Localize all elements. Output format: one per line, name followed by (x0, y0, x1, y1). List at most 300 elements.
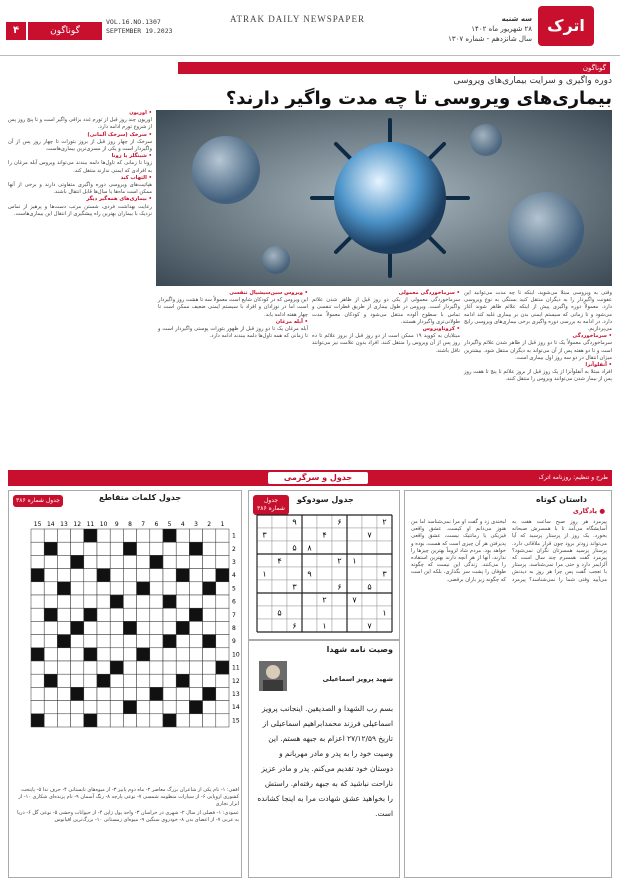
crossword-cell[interactable] (71, 674, 84, 687)
crossword-cell[interactable] (57, 542, 70, 555)
crossword-cell[interactable] (110, 621, 123, 634)
crossword-cell[interactable] (57, 529, 70, 542)
crossword-cell[interactable] (216, 582, 229, 595)
crossword-cell[interactable] (203, 674, 216, 687)
sudoku-cell[interactable] (317, 541, 332, 554)
crossword-cell[interactable] (110, 674, 123, 687)
crossword-cell[interactable] (150, 595, 163, 608)
sudoku-cell[interactable] (272, 567, 287, 580)
crossword-cell[interactable] (203, 661, 216, 674)
crossword-cell[interactable] (203, 542, 216, 555)
sudoku-cell[interactable] (362, 593, 377, 606)
sudoku-cell[interactable] (302, 554, 317, 567)
crossword-cell[interactable] (44, 687, 57, 700)
crossword-cell[interactable] (203, 621, 216, 634)
crossword-cell[interactable] (176, 714, 189, 727)
sudoku-grid[interactable] (257, 515, 393, 635)
crossword-cell[interactable] (203, 555, 216, 568)
sudoku-cell[interactable] (377, 528, 392, 541)
crossword-cell[interactable] (176, 542, 189, 555)
crossword-cell[interactable] (31, 555, 44, 568)
sudoku-cell[interactable] (377, 593, 392, 606)
sudoku-cell[interactable] (302, 606, 317, 619)
crossword-cell[interactable] (150, 608, 163, 621)
crossword-cell[interactable] (110, 542, 123, 555)
paper-name: ATRAK DAILY NEWSPAPER (230, 14, 365, 24)
black-cell (57, 582, 70, 595)
crossword-cell[interactable] (110, 648, 123, 661)
crossword-cell[interactable] (71, 661, 84, 674)
sudoku-cell[interactable] (317, 606, 332, 619)
crossword-cell[interactable] (163, 582, 176, 595)
crossword-cell[interactable] (216, 635, 229, 648)
crossword-cell[interactable] (44, 529, 57, 542)
crossword-cell[interactable] (203, 648, 216, 661)
crossword-cell[interactable] (31, 701, 44, 714)
sudoku-cell[interactable] (287, 554, 302, 567)
crossword-cell[interactable] (123, 582, 136, 595)
crossword-cell[interactable] (123, 661, 136, 674)
crossword-cell[interactable] (44, 635, 57, 648)
sudoku-given: ۴ (277, 556, 282, 566)
column-number: 6 (154, 521, 159, 528)
sudoku-cell[interactable] (257, 593, 272, 606)
crossword-cell[interactable] (216, 608, 229, 621)
crossword-cell[interactable] (189, 569, 202, 582)
sudoku-cell[interactable] (287, 606, 302, 619)
crossword-cell[interactable] (163, 701, 176, 714)
crossword-cell[interactable] (203, 701, 216, 714)
crossword-cell[interactable] (71, 569, 84, 582)
sudoku-cell[interactable] (257, 580, 272, 593)
crossword-cell[interactable] (203, 714, 216, 727)
column-number: 8 (128, 521, 132, 528)
sudoku-cell[interactable] (332, 606, 347, 619)
paragraph: افراد مبتلا به آنفلوآنزا از یک روز قبل از بروز علائم تا پنج تا هفت روز پس از بیمار شدن می‌توانند ویروس را منتقل کنند. (464, 369, 612, 383)
paragraph: سرماخوردگی معمولی از یکی دو روز قبل از ظاهر شدن علائم واگیردار است. ویروس در طول بیماری از طریق قطرات تنفسی و تماس با سطوح آلوده منتقل می‌شود و کودکان معمولاً مدت طولانی‌تری واگیردار هستند. (312, 297, 460, 325)
crossword-cell[interactable] (123, 635, 136, 648)
crossword-cell[interactable] (189, 595, 202, 608)
crossword-cell[interactable] (150, 648, 163, 661)
black-cell (176, 621, 189, 634)
sudoku-cell[interactable] (362, 554, 377, 567)
column-number: 13 (60, 521, 68, 528)
crossword-cell[interactable] (71, 542, 84, 555)
crossword-cell[interactable] (110, 608, 123, 621)
crossword-cell[interactable] (163, 674, 176, 687)
clues-vertical: عمودی: ۱- فصلی از سال ۲- شهری در خراسان ۳- واحد پول ژاپن ۴- از حیوانات وحشی ۵- نوعی گل ۶- دریا به عربی ۷- از اعضای بدن ۸- خودروی سنگین ۹- میوه‌ای زمستانی ۱۰- بزرگ‌ترین اقیانوس (17, 810, 239, 824)
sudoku-cell[interactable] (287, 593, 302, 606)
crossword-cell[interactable] (203, 529, 216, 542)
crossword-cell[interactable] (176, 687, 189, 700)
crossword-cell[interactable] (150, 661, 163, 674)
crossword-cell[interactable] (176, 635, 189, 648)
sudoku-given: ۵ (367, 582, 372, 592)
crossword-cell[interactable] (57, 621, 70, 634)
crossword-cell[interactable] (57, 555, 70, 568)
sudoku-cell[interactable] (362, 515, 377, 528)
crossword-cell[interactable] (97, 635, 110, 648)
crossword-cell[interactable] (71, 701, 84, 714)
sudoku-cell[interactable] (272, 528, 287, 541)
crossword-cell[interactable] (44, 555, 57, 568)
crossword-cell[interactable] (137, 714, 150, 727)
crossword-cell[interactable] (57, 714, 70, 727)
black-cell (44, 542, 57, 555)
crossword-cell[interactable] (137, 595, 150, 608)
sudoku-cell[interactable] (362, 541, 377, 554)
sudoku-cell[interactable] (302, 619, 317, 632)
crossword-cell[interactable] (150, 569, 163, 582)
sudoku-title: جدول سودوکو (297, 495, 354, 504)
crossword-cell[interactable] (97, 542, 110, 555)
section-heading: • شینگلز یا زونا (111, 153, 152, 160)
crossword-cell[interactable] (150, 701, 163, 714)
sudoku-cell[interactable] (257, 619, 272, 632)
row-number: 4 (232, 572, 236, 580)
crossword-cell[interactable] (71, 648, 84, 661)
crossword-cell[interactable] (97, 648, 110, 661)
crossword-cell[interactable] (123, 608, 136, 621)
crossword-cell[interactable] (163, 569, 176, 582)
crossword-cell[interactable] (44, 621, 57, 634)
crossword-cell[interactable] (71, 714, 84, 727)
crossword-cell[interactable] (176, 555, 189, 568)
row-number: 6 (232, 598, 236, 606)
crossword-cell[interactable] (163, 687, 176, 700)
crossword-cell[interactable] (163, 555, 176, 568)
sudoku-cell[interactable] (332, 541, 347, 554)
sudoku-cell[interactable] (317, 515, 332, 528)
volume-number: VOL.16.NO.1307 (106, 18, 161, 26)
row-number: 9 (232, 638, 236, 646)
crossword-cell[interactable] (97, 701, 110, 714)
crossword-cell[interactable] (203, 569, 216, 582)
sudoku-cell[interactable] (347, 580, 362, 593)
crossword-cell[interactable] (57, 595, 70, 608)
crossword-cell[interactable] (150, 621, 163, 634)
crossword-cell[interactable] (110, 582, 123, 595)
crossword-cell[interactable] (110, 529, 123, 542)
crossword-cell[interactable] (176, 661, 189, 674)
crossword-cell[interactable] (84, 569, 97, 582)
crossword-cell[interactable] (97, 529, 110, 542)
crossword-cell[interactable] (57, 674, 70, 687)
puzzle-section-title: جدول و سرگرمی (268, 472, 368, 484)
crossword-cell[interactable] (176, 648, 189, 661)
sudoku-cell[interactable] (332, 619, 347, 632)
crossword-cell[interactable] (189, 621, 202, 634)
virus-photo (156, 110, 612, 286)
crossword-cell[interactable] (150, 674, 163, 687)
sudoku-cell[interactable] (302, 593, 317, 606)
puzzle-credit: طرح و تنظیم: روزنامه اترک (538, 474, 608, 481)
crossword-cell[interactable] (123, 529, 136, 542)
sudoku-cell[interactable] (272, 593, 287, 606)
column-number: 10 (99, 521, 108, 528)
crossword-cell[interactable] (31, 674, 44, 687)
puzzle-section-banner (8, 470, 612, 486)
crossword-cell[interactable] (150, 714, 163, 727)
column-number: 4 (180, 521, 185, 528)
crossword-cell[interactable] (44, 582, 57, 595)
crossword-cell[interactable] (137, 635, 150, 648)
crossword-cell[interactable] (216, 621, 229, 634)
crossword-cell[interactable] (97, 555, 110, 568)
crossword-cell[interactable] (137, 621, 150, 634)
sudoku-given: ۷ (367, 530, 372, 540)
crossword-cell[interactable] (123, 595, 136, 608)
sudoku-cell[interactable] (377, 554, 392, 567)
sudoku-cell[interactable] (377, 619, 392, 632)
crossword-cell[interactable] (216, 595, 229, 608)
crossword-cell[interactable] (57, 648, 70, 661)
sudoku-cell[interactable] (347, 541, 362, 554)
crossword-cell[interactable] (123, 714, 136, 727)
crossword-cell[interactable] (176, 701, 189, 714)
crossword-cell[interactable] (137, 529, 150, 542)
crossword-cell[interactable] (216, 555, 229, 568)
crossword-cell[interactable] (176, 595, 189, 608)
crossword-cell[interactable] (189, 635, 202, 648)
crossword-cell[interactable] (31, 542, 44, 555)
sudoku-cell[interactable] (257, 515, 272, 528)
sudoku-cell[interactable] (302, 580, 317, 593)
crossword-cell[interactable] (84, 701, 97, 714)
black-cell (163, 529, 176, 542)
sudoku-cell[interactable] (362, 567, 377, 580)
crossword-cell[interactable] (163, 661, 176, 674)
crossword-cell[interactable] (31, 661, 44, 674)
sudoku-cell[interactable] (332, 567, 347, 580)
crossword-cell[interactable] (110, 555, 123, 568)
crossword-cell[interactable] (216, 529, 229, 542)
crossword-cell[interactable] (44, 714, 57, 727)
row-number: 7 (232, 611, 236, 619)
black-cell (84, 529, 97, 542)
crossword-cell[interactable] (123, 687, 136, 700)
crossword-cell[interactable] (84, 674, 97, 687)
crossword-cell[interactable] (150, 542, 163, 555)
black-cell (84, 648, 97, 661)
crossword-cell[interactable] (123, 569, 136, 582)
crossword-cell[interactable] (137, 687, 150, 700)
crossword-cell[interactable] (71, 608, 84, 621)
section-heading: • سرخک (سرخک آلمانی) (87, 131, 152, 138)
crossword-cell[interactable] (84, 555, 97, 568)
crossword-cell[interactable] (216, 701, 229, 714)
crossword-cell[interactable] (163, 608, 176, 621)
crossword-cell[interactable] (189, 661, 202, 674)
crossword-cell[interactable] (97, 595, 110, 608)
paragraph: سرماخوردگی معمولاً یک تا دو روز قبل از ظاهر شدن علائم واگیردار است و تا دو هفته پس از آن می‌تواند به دیگران منتقل شود. بیشترین میزان انتقال در دو سه روز اول بیماری است. (464, 340, 612, 361)
crossword-cell[interactable] (84, 635, 97, 648)
crossword-cell[interactable] (189, 529, 202, 542)
crossword-cell[interactable] (150, 582, 163, 595)
crossword-cell[interactable] (84, 582, 97, 595)
crossword-cell[interactable] (216, 542, 229, 555)
crossword-cell[interactable] (150, 635, 163, 648)
crossword-cell[interactable] (44, 648, 57, 661)
crossword-cell[interactable] (216, 648, 229, 661)
column-number: 1 (220, 521, 225, 528)
crossword-cell[interactable] (189, 582, 202, 595)
crossword-cell[interactable] (189, 555, 202, 568)
sudoku-cell[interactable] (347, 528, 362, 541)
crossword-cell[interactable] (216, 687, 229, 700)
crossword-cell[interactable] (110, 687, 123, 700)
black-cell (189, 542, 202, 555)
crossword-cell[interactable] (31, 687, 44, 700)
section-heading: • سرماخوردگی معمولی (398, 290, 460, 296)
sudoku-given: ۷ (367, 621, 372, 631)
crossword-cell[interactable] (57, 661, 70, 674)
sudoku-cell[interactable] (347, 515, 362, 528)
crossword-cell[interactable] (97, 687, 110, 700)
sudoku-cell[interactable] (257, 541, 272, 554)
crossword-cell[interactable] (137, 569, 150, 582)
crossword-cell[interactable] (44, 569, 57, 582)
crossword-cell[interactable] (71, 635, 84, 648)
crossword-cell[interactable] (203, 608, 216, 621)
crossword-cell[interactable] (110, 635, 123, 648)
crossword-cell[interactable] (57, 687, 70, 700)
crossword-cell[interactable] (216, 674, 229, 687)
crossword-cell[interactable] (137, 701, 150, 714)
crossword-cell[interactable] (31, 529, 44, 542)
sudoku-cell[interactable] (272, 541, 287, 554)
sudoku-cell[interactable] (332, 593, 347, 606)
crossword-cell[interactable] (44, 661, 57, 674)
crossword-cell[interactable] (84, 661, 97, 674)
crossword-cell[interactable] (163, 648, 176, 661)
sudoku-given: ۵ (292, 543, 297, 553)
crossword-cell[interactable] (123, 674, 136, 687)
crossword-cell[interactable] (57, 608, 70, 621)
crossword-cell[interactable] (84, 595, 97, 608)
crossword-cell[interactable] (71, 595, 84, 608)
row-number: 1 (232, 532, 236, 540)
crossword-cell[interactable] (44, 595, 57, 608)
black-cell (123, 701, 136, 714)
sudoku-cell[interactable] (362, 606, 377, 619)
sudoku-cell[interactable] (317, 554, 332, 567)
crossword-cell[interactable] (203, 595, 216, 608)
sudoku-cell[interactable] (272, 580, 287, 593)
masthead (0, 0, 620, 56)
crossword-cell[interactable] (97, 608, 110, 621)
sudoku-given: ۲ (382, 517, 387, 527)
crossword-cell[interactable] (84, 621, 97, 634)
crossword-cell[interactable] (163, 542, 176, 555)
crossword-cell[interactable] (31, 595, 44, 608)
sudoku-given: ۲ (322, 595, 327, 605)
black-cell (31, 648, 44, 661)
crossword-cell[interactable] (97, 621, 110, 634)
section-heading: • کروناویروس (422, 326, 460, 333)
crossword-cell[interactable] (110, 714, 123, 727)
crossword-cell[interactable] (97, 661, 110, 674)
sudoku-cell[interactable] (377, 580, 392, 593)
column-number: 3 (194, 521, 198, 528)
crossword-cell[interactable] (71, 529, 84, 542)
sudoku-cell[interactable] (317, 567, 332, 580)
crossword-cell[interactable] (97, 582, 110, 595)
crossword-cell[interactable] (110, 569, 123, 582)
crossword-cell[interactable] (137, 555, 150, 568)
sudoku-cell[interactable] (377, 541, 392, 554)
crossword-cell[interactable] (31, 582, 44, 595)
sudoku-cell[interactable] (347, 619, 362, 632)
crossword-cell[interactable] (150, 529, 163, 542)
sudoku-cell[interactable] (272, 515, 287, 528)
sudoku-cell[interactable] (347, 567, 362, 580)
crossword-cell[interactable] (137, 608, 150, 621)
crossword-cell[interactable] (176, 608, 189, 621)
crossword-cell[interactable] (71, 582, 84, 595)
crossword-cell[interactable] (189, 674, 202, 687)
sudoku-cell[interactable] (302, 528, 317, 541)
row-number: 8 (232, 625, 236, 632)
crossword-cell[interactable] (110, 701, 123, 714)
crossword-cell[interactable] (189, 648, 202, 661)
article-column-3 (158, 290, 308, 462)
crossword-cell[interactable] (84, 687, 97, 700)
crossword-cell[interactable] (137, 661, 150, 674)
sudoku-cell[interactable] (317, 580, 332, 593)
crossword-cell[interactable] (31, 635, 44, 648)
crossword-cell[interactable] (31, 621, 44, 634)
sudoku-cell[interactable] (257, 554, 272, 567)
paragraph: اوریون چند روز قبل از تورم غدد بزاقی واگیر است و تا پنج روز پس از شروع تورم ادامه دارد. (8, 117, 152, 131)
black-cell (44, 674, 57, 687)
crossword-cell[interactable] (176, 529, 189, 542)
crossword-cell[interactable] (137, 674, 150, 687)
sudoku-cell[interactable] (272, 619, 287, 632)
black-cell (216, 661, 229, 674)
crossword-cell[interactable] (84, 542, 97, 555)
crossword-cell[interactable] (31, 608, 44, 621)
crossword-grid[interactable] (19, 517, 240, 785)
crossword-cell[interactable] (189, 714, 202, 727)
crossword-cell[interactable] (123, 648, 136, 661)
crossword-cell[interactable] (57, 569, 70, 582)
sudoku-given: ۳ (262, 530, 267, 540)
crossword-cell[interactable] (189, 687, 202, 700)
sudoku-cell[interactable] (347, 606, 362, 619)
crossword-cell[interactable] (216, 714, 229, 727)
crossword-cell[interactable] (123, 555, 136, 568)
sudoku-cell[interactable] (332, 528, 347, 541)
crossword-cell[interactable] (44, 701, 57, 714)
black-cell (123, 621, 136, 634)
sudoku-cell[interactable] (302, 515, 317, 528)
black-cell (137, 582, 150, 595)
crossword-cell[interactable] (176, 582, 189, 595)
black-cell (71, 555, 84, 568)
crossword-cell[interactable] (163, 621, 176, 634)
crossword-cell[interactable] (97, 714, 110, 727)
crossword-cell[interactable] (137, 542, 150, 555)
row-number: 12 (232, 677, 240, 685)
sudoku-cell[interactable] (287, 528, 302, 541)
sudoku-cell[interactable] (287, 567, 302, 580)
black-cell (110, 661, 123, 674)
row-number: 3 (232, 559, 236, 566)
crossword-cell[interactable] (57, 701, 70, 714)
sudoku-cell[interactable] (257, 606, 272, 619)
black-cell (150, 555, 163, 568)
